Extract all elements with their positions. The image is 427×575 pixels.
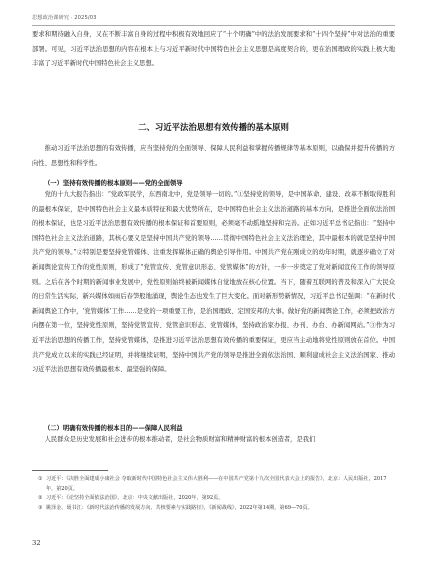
footnote-3: ③ 姚泽金、聂书江：《新时代法治传播的发展方向、共核要素与实践路径》，《新闻战线》，2022年第14期，第69—70页。 bbox=[38, 504, 313, 511]
running-header: 思想政治课研究 · 2025/03 bbox=[32, 15, 97, 21]
subsection-2-paragraph: 人民群众是历史发展和社会进步的根本推动者，是社会物质财富和精神财富的根本创造者，是我们 bbox=[44, 436, 316, 443]
footnote-divider bbox=[32, 470, 108, 471]
subsection-1-title: （一）坚持有效传播的根本原则——党的全面领导 bbox=[44, 180, 183, 187]
footnote-1: ① 习近平：《决胜全面建成小康社会 夺取新时代中国特色社会主义伟大胜利——在中国共产党第十九次全国代表大会上的报告》，北京：人民出版社，2017年，第20页。 bbox=[38, 476, 387, 492]
footnotes bbox=[32, 475, 395, 513]
footnote-2: ② 习近平：《论坚持全面依法治国》，北京：中央文献出版社，2020年，第92页。 bbox=[38, 495, 224, 502]
subsection-1-paragraph: 党的十九大报告指出：“党政军民学，东西南北中，党是领导一切的。”①坚持党的领导，是中国革命、建设、改革不断取得胜利的最根本保证，是中国特色社会主义最本质特征和最大优势所在，是中国特色社会主义法治道路的基本方向，是推进全面依法治国的根本保证，也是习近平法治思想有效传播的根本保证和首要原则，必须毫不动摇地坚持和完善。正如习近平总书记指出：“坚持中国特色社会主义法治道路，其核心要义是坚持中国共产党的领导……贯彻中国特色社会主义法治理论，其中最根本的就是坚持中国共产党的领导。”②特别是要坚持党管媒体、注重发挥媒体正确的舆论引导作用。中国共产党在刚成立的幼年时期，就逐步确立了对新闻舆论宣传工作的党性原则，形成了“党管宣传、党管意识形态、党管媒体”的方针，一步一步奠定了党对新闻宣传工作的领导原则。之后在各个时期的新闻事业发展中，党性原则始终被新闻媒体自觉地放在核心位置。当下，随着互联网的普及和深入广大民众的日常生活实际，新兴媒体如雨后春笋般地涌现，舆论生态也发生了巨大变化。面对新形势新情况，习近平总书记强调：“在新时代新闻舆论工作中，‘党管媒体’工作……是党的一项重要工作，是治国理政、定国安邦的大事。做好党的新闻舆论工作，必须把政治方向摆在第一位，坚持党性原则，坚持党管宣传、党管意识形态、党管媒体，坚持政治家办报、办刊、办台、办新闻网站。”③作为习近平法治思想的传播工作，坚持党管媒体，是推进习近平法治思想有效传播的重要保证，更应当主动地将党性原则放在首位。中国共产党成立以来的实践已经证明，并将继续证明，坚持中国共产党的领导是推进全面依法治国、顺利建成社会主义法治国家、推动习近平法治思想有效传播最根本、最坚强的保障。 bbox=[32, 191, 395, 374]
page-number: 32 bbox=[32, 539, 41, 547]
subsection-2-title: （二）明确有效传播的根本目的——保障人民利益 bbox=[44, 425, 183, 432]
intro-paragraph: 要求和期待融入自身，又在不断丰富自身的过程中积极有效地回应了“十个明确”中的法治发展要求和“十四个坚持”中对法治的重要部署。可见，习近平法治思想的内容在根本上与习近平新时代中国特色社会主义思想是高度契合的，更在治国理政的实践上极大地丰富了习近平新时代中国特色社会主义思想。 bbox=[32, 31, 395, 68]
section-title: 二、习近平法治思想有效传播的基本原则 bbox=[138, 122, 289, 132]
section-lead-paragraph: 推动习近平法治思想的有效传播，应当坚持党的全面领导、保障人民利益和掌握传播规律等基本原则，以确保并提升传播的方向性、思想性和科学性。 bbox=[32, 145, 395, 167]
header-divider bbox=[32, 25, 395, 26]
